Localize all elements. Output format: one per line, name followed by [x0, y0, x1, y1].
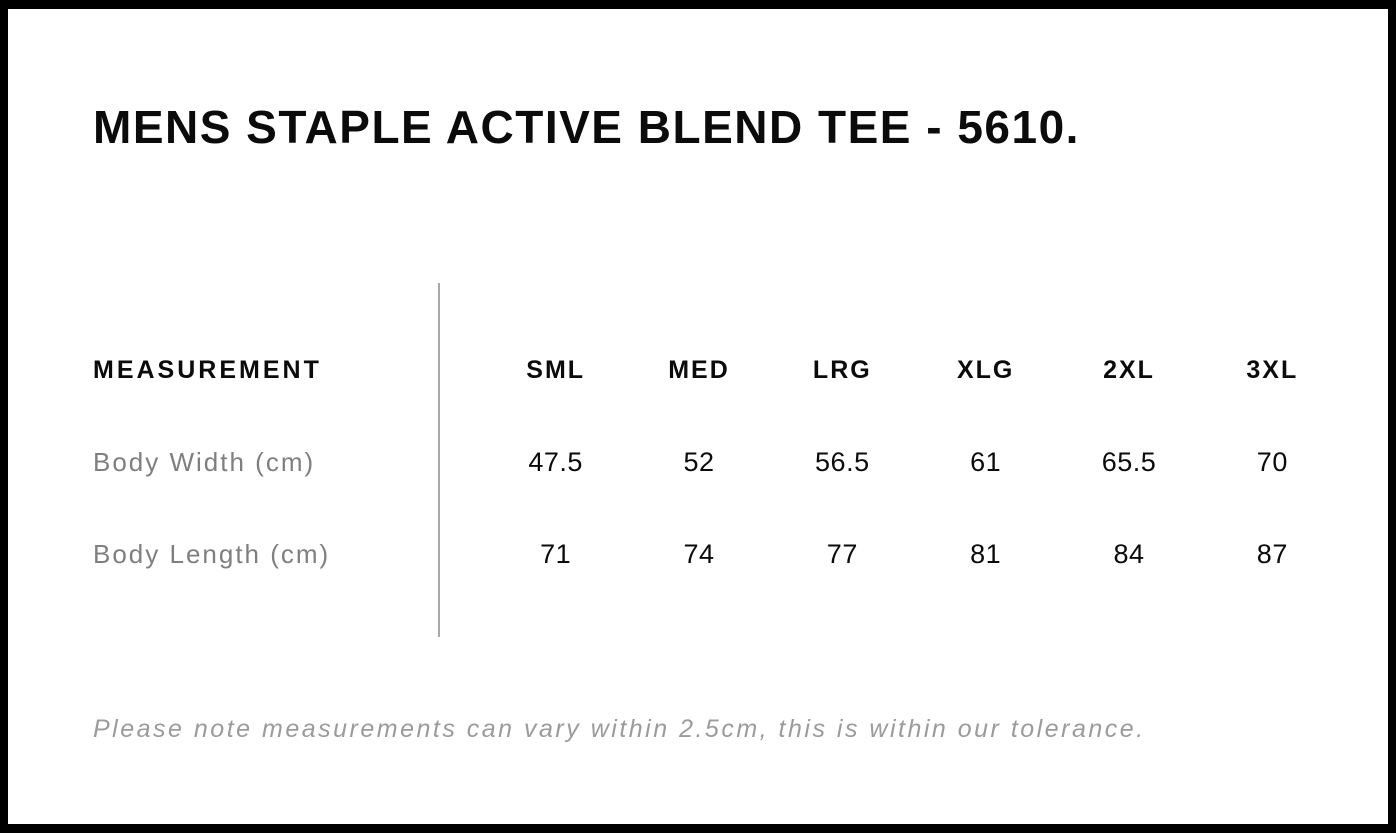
tolerance-note: Please note measurements can vary within 2.5cm, this is within our tolerance. [93, 715, 1146, 743]
body-length-lrg-value: 77 [826, 538, 858, 569]
body-width-3xl-value: 70 [1256, 446, 1288, 477]
body-width-xlg-value: 61 [970, 446, 1002, 477]
size-column-header-lrg: LRG [812, 355, 872, 384]
size-chart-table [93, 324, 1344, 600]
product-size-chart-title: MENS STAPLE ACTIVE BLEND TEE - 5610. [93, 101, 1080, 153]
body-width-sml-value: 47.5 [528, 446, 583, 477]
size-column-header-sml: SML [526, 355, 586, 384]
measurement-column-header: MEASUREMENT [93, 355, 322, 384]
size-column-header-med: MED [668, 355, 730, 384]
body-width-2xl-value: 65.5 [1101, 446, 1157, 477]
body-length-xlg-value: 81 [970, 538, 1002, 569]
size-column-header-xlg: XLG [956, 355, 1015, 384]
table-header-row [93, 324, 1344, 416]
table-row-body-width [93, 416, 1344, 508]
size-column-header-2xl: 2XL [1103, 355, 1155, 384]
body-length-sml-value: 71 [540, 538, 572, 569]
body-length-2xl-value: 84 [1113, 538, 1145, 569]
body-length-3xl-value: 87 [1256, 538, 1288, 569]
body-width-lrg-value: 56.5 [815, 446, 870, 477]
body-width-med-value: 52 [683, 446, 715, 477]
size-column-header-3xl: 3XL [1246, 355, 1299, 384]
row-label: Body Length (cm) [93, 538, 331, 569]
table-row-body-length [93, 508, 1344, 600]
body-length-med-value: 74 [683, 538, 715, 569]
row-label: Body Width (cm) [93, 446, 316, 477]
